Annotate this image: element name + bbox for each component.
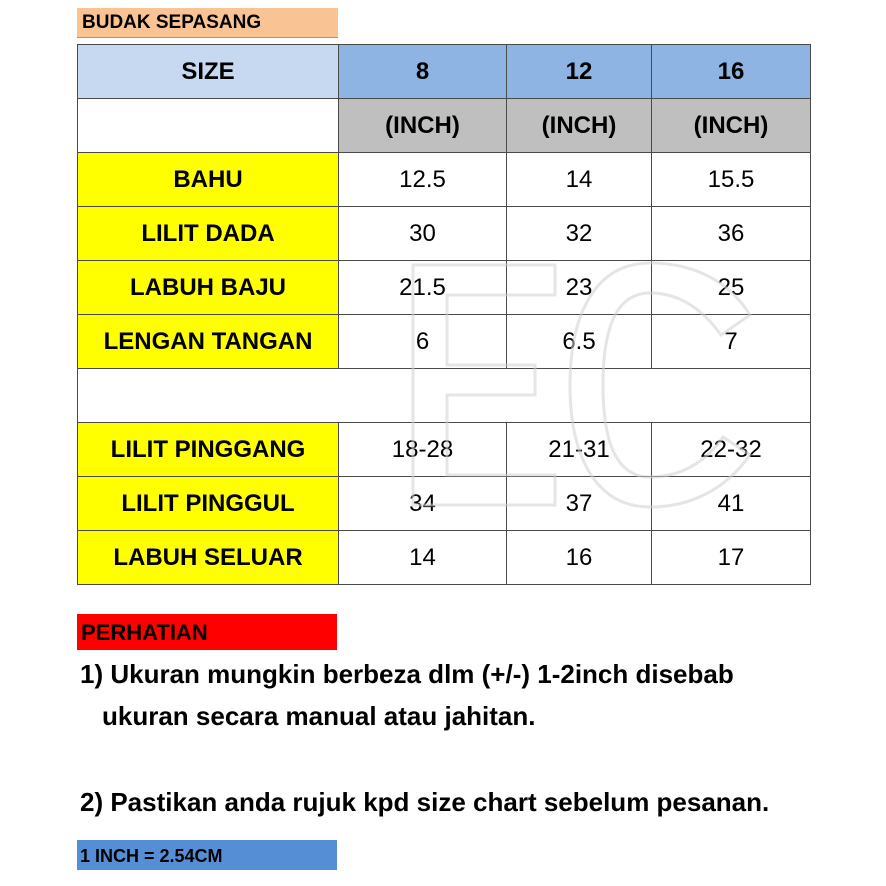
value-cell: 36 [652,207,811,261]
size-cell: 12 [507,45,652,99]
chart-title: BUDAK SEPASANG [77,8,338,38]
value-cell: 14 [507,153,652,207]
value-cell: 30 [339,207,507,261]
value-cell: 6 [339,315,507,369]
value-cell: 12.5 [339,153,507,207]
row-label: LILIT PINGGUL [78,477,339,531]
value-cell: 21-31 [507,423,652,477]
value-cell: 37 [507,477,652,531]
table-row [78,261,811,315]
note-2: 2) Pastikan anda rujuk kpd size chart sebelum pesanan. [80,787,770,817]
unit-cell: (INCH) [339,99,507,153]
note-1-line-1: 1) Ukuran mungkin berbeza dlm (+/-) 1-2inch disebab [80,659,734,689]
attention-heading: PERHATIAN [77,614,337,650]
size-chart-table [77,44,811,585]
value-cell: 23 [507,261,652,315]
row-label: BAHU [78,153,339,207]
value-cell: 25 [652,261,811,315]
value-cell: 6.5 [507,315,652,369]
unit-cell: (INCH) [652,99,811,153]
value-cell: 34 [339,477,507,531]
size-cell: 8 [339,45,507,99]
row-label: LABUH BAJU [78,261,339,315]
value-cell: 16 [507,531,652,585]
row-label: LILIT PINGGANG [78,423,339,477]
value-cell: 15.5 [652,153,811,207]
table-row [78,315,811,369]
note-1-line-2: ukuran secara manual atau jahitan. [102,701,536,731]
value-cell: 41 [652,477,811,531]
row-label: LENGAN TANGAN [78,315,339,369]
unit-cell: (INCH) [507,99,652,153]
spacer-row [78,369,811,423]
table-row [78,153,811,207]
spacer-cell [78,369,811,423]
value-cell: 7 [652,315,811,369]
table-row [78,207,811,261]
row-label: LILIT DADA [78,207,339,261]
size-label-cell: SIZE [78,45,339,99]
table-row [78,477,811,531]
table-row [78,531,811,585]
value-cell: 14 [339,531,507,585]
value-cell: 17 [652,531,811,585]
value-cell: 32 [507,207,652,261]
size-cell: 16 [652,45,811,99]
unit-row [78,99,811,153]
size-header-row [78,45,811,99]
value-cell: 18-28 [339,423,507,477]
value-cell: 21.5 [339,261,507,315]
inch-conversion: 1 INCH = 2.54CM [77,840,337,870]
blank-cell [78,99,339,153]
row-label: LABUH SELUAR [78,531,339,585]
value-cell: 22-32 [652,423,811,477]
table-row [78,423,811,477]
